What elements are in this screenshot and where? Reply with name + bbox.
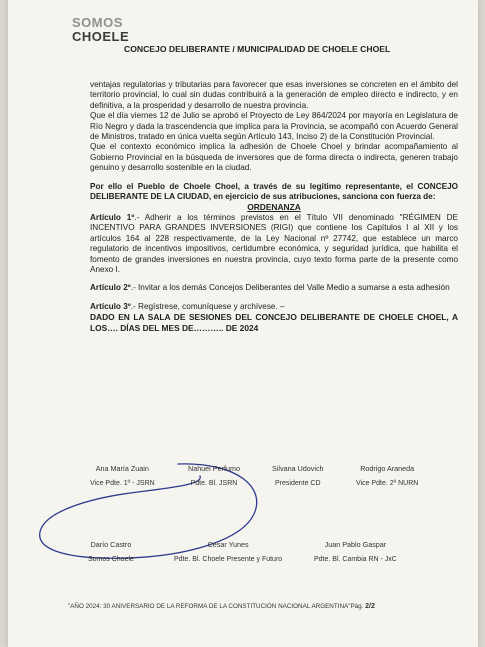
somos-choele-logo [72, 16, 129, 43]
signature-dario-castro [88, 540, 134, 563]
logo-line-2: CHOELE [72, 29, 130, 44]
article-3-label: Artículo 3º [90, 301, 131, 311]
signature-rodrigo-araneda [356, 464, 418, 487]
signer-name: Darío Castro [90, 540, 132, 549]
article-1-label: Artículo 1º [90, 212, 135, 222]
signer-name: Juan Pablo Gaspar [324, 540, 387, 549]
signer-role: Vice Pdte. 1º - JSRN [90, 480, 155, 487]
document-body [90, 80, 458, 334]
signer-name: Ana María Zuain [95, 464, 149, 473]
signature-ana-maria-zuain [90, 464, 155, 487]
ordenanza-heading: ORDENANZA [247, 202, 301, 213]
signer-role: Presidente CD [275, 480, 321, 487]
signer-role: Pdte. Bl. Choele Presente y Futuro [174, 556, 283, 563]
paragraph-por-ello: Por ello el Pueblo de Choele Choel, a través de su legítimo representante, el CONCEJO DELIBERANTE DE LA CIUDAD, en ejercicio de sus atribuciones, sanciona con fuerza de: [90, 181, 458, 202]
signature-juan-pablo-gaspar [314, 540, 397, 563]
signer-name: Rodrigo Araneda [360, 464, 415, 473]
signer-role: Pdte. Bl. JSRN [190, 480, 238, 487]
article-2-label: Artículo 2º [90, 283, 131, 293]
paragraph-continuation: ventajas regulatorias y tributarias para favorecer que esas inversiones se concreten en el ámbito del territorio provincial, lo cual sin dudas contribuirá a la generación de empleo directo e indirecto, y en definitiva, a la prosperidad y desarrollo de nuestra provincia. [90, 80, 458, 110]
article-2-text: .- Invitar a los demás Concejos Deliberantes del Valle Medio a sumarse a esta adhesión [130, 283, 450, 293]
signer-name: Nahuel Perfumo [188, 464, 240, 473]
signer-role: Vice Pdte. 2º NURN [356, 480, 419, 487]
dado-en-la-sala: DADO EN LA SALA DE SESIONES DEL CONCEJO DELIBERANTE DE CHOELE CHOEL, A LOS…. DÍAS DEL MES DE……….. DE 2024 [90, 312, 458, 334]
signer-name: Cesar Yunes [207, 540, 249, 549]
article-3-text: .- Regístrese, comuníquese y archívese. – [130, 301, 285, 311]
footer-page-number: 2/2 [365, 603, 375, 610]
header-title: CONCEJO DELIBERANTE / MUNICIPALIDAD DE CHOELE CHOEL [124, 44, 391, 54]
footer-page-label: Pág. [350, 603, 364, 610]
signature-nahuel-perfumo [188, 464, 240, 487]
article-2 [90, 283, 458, 293]
article-1 [90, 213, 458, 275]
paragraph-contexto: Que el contexto económico implica la adhesión de Choele Choel y brindar acompañamiento al Gobierno Provincial en la búsqueda de inversores que de forma directa o indirecta, generen trabajo genuino y desarrollo sostenible en la ciudad. [90, 142, 458, 173]
page-footer [68, 603, 375, 610]
signature-silvana-udovich [272, 464, 324, 487]
signer-role: Somos Choele [88, 556, 134, 563]
article-1-text: .- Adherir a los términos previstos en el Título VII denominado "RÉGIMEN DE INCENTIVO PARA GRANDES INVERSIONES (RIGI) que contiene los Capítulos I al XII y los artículos 164 al 228 respectivamente, de la Ley Nacional nº 27742, que establece un marco regulatorio de incentivos impositivos, certidumbre económica, y seguridad jurídica, que habilita el fomento de grandes inversiones en nuestra provincia, cuyo texto forma parte de la presente como Anexo I. [90, 212, 459, 274]
article-3 [90, 302, 458, 312]
logo-line-1: SOMOS [72, 15, 123, 30]
document-page [8, 0, 478, 647]
signer-name: Silvana Udovich [272, 464, 324, 473]
footer-motto: "AÑO 2024: 30 ANIVERSARIO DE LA REFORMA DE LA CONSTITUCIÓN NACIONAL ARGENTINA" [68, 603, 351, 610]
signature-cesar-yunes [174, 540, 282, 563]
paragraph-proyecto-ley: Que el día viernes 12 de Julio se aprobó el Proyecto de Ley 864/2024 por mayoría en Legislatura de Río Negro y dada la trascendencia que implica para la Provincia, se acompañó con Acuerdo General de Ministros, tratado en única vuelta según Artículo 143, Inciso 2) de la Constitución Provincial. [90, 111, 458, 142]
signer-role: Pdte. Bl. Cambia RN - JxC [314, 556, 397, 563]
